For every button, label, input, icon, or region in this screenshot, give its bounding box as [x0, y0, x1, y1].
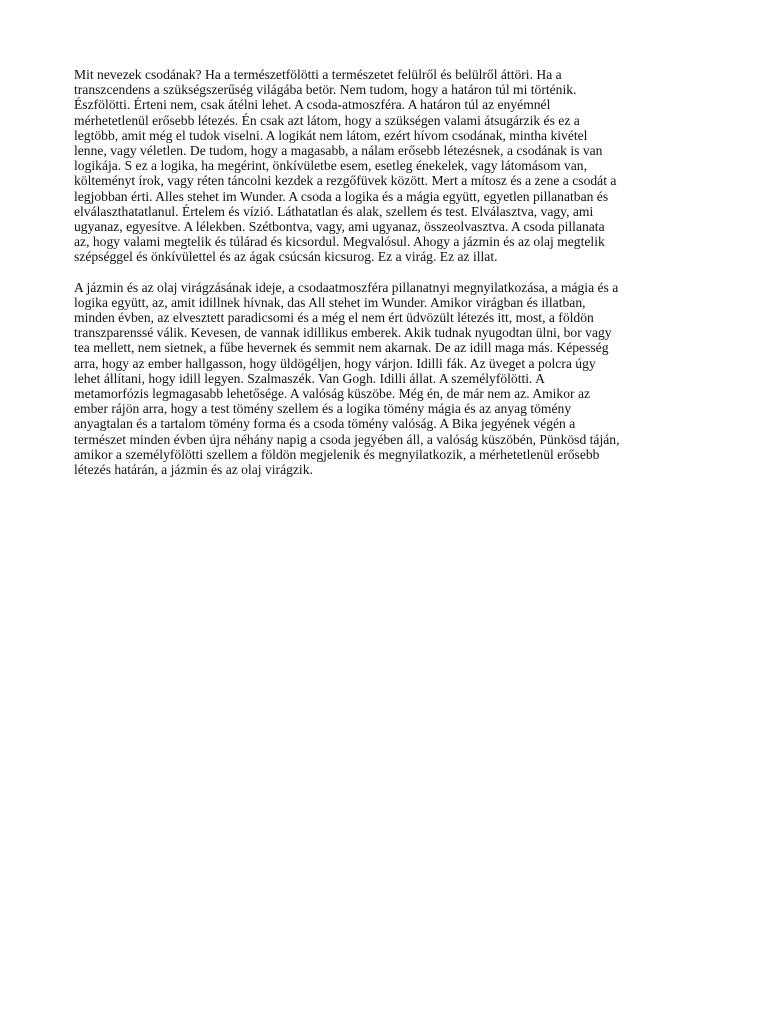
text-line: lehet állítani, hogy idill legyen. Szalmaszék. Van Gogh. Idilli állat. A személyfölötti. A [74, 370, 545, 386]
text-line: legtöbb, amit még el tudok viselni. A logikát nem látom, ezért hívom csodának, mintha kivétel [74, 127, 588, 143]
text-line: logikája. S ez a logika, ha megérint, önkívületbe esem, esetleg énekelek, vagy látomásom van, [74, 158, 587, 174]
text-line: A jázmin és az olaj virágzásának ideje, a csodaatmoszféra pillanatnyi megnyilatkozása, a mágia és a [74, 279, 619, 295]
text-line: transzparenssé válik. Kevesen, de vannak idillikus emberek. Akik tudnak nyugodtan ülni, bor vagy [74, 325, 612, 341]
paragraph-2 [74, 280, 696, 477]
text-line: lenne, vagy véletlen. De tudom, hogy a magasabb, a nálam erősebb létezésnek, a csodának is van [74, 142, 603, 158]
document-body [74, 67, 696, 477]
text-line: költeményt írok, vagy réten táncolni kezdek a rezgőfüvek között. Mert a mítosz és a zene a csodát a [74, 173, 617, 189]
text-line: amikor a személyfölötti szellem a földön megjelenik és megnyilatkozik, a mérhetetlenül erősebb [74, 446, 600, 462]
text-line: legjobban érti. Alles stehet im Wunder. A csoda a logika és a mágia együtt, egyetlen pillanatban és [74, 188, 609, 204]
text-line: metamorfózis legmagasabb lehetősége. A valóság küszöbe. Még én, de már nem az. Amikor az [74, 385, 591, 401]
text-line: transzcendens a szükségszerűség világába betör. Nem tudom, hogy a határon túl mi történik. [74, 82, 577, 98]
paragraph-1 [74, 67, 696, 264]
text-line: tea mellett, nem sietnek, a fűbe hevernek és semmit nem akarnak. De az idill maga más. Képesség [74, 340, 609, 356]
text-line: minden évben, az elvesztett paradicsomi és a még el nem ért üdvözült létezés itt, most, a földön [74, 310, 594, 325]
text-line: anyagtalan és a tartalom tömény forma és a csoda tömény valóság. A Bika jegyének végén a [74, 416, 576, 432]
text-line: elválaszthatatlanul. Értelem és vízió. Láthatatlan és alak, szellem és test. Elválasztva, vagy, ami [74, 203, 594, 219]
text-line: szépséggel és önkívülettel és az ágak csúcsán kicsurog. Ez a virág. Ez az illat. [74, 249, 498, 265]
text-line: logika együtt, az, amit idillnek hívnak, das All stehet im Wunder. Amikor virágban és illatban, [74, 294, 586, 310]
text-line: ugyanaz, egyesítve. A lélekben. Szétbontva, vagy, ami ugyanaz, összeolvasztva. A csoda pillanata [74, 218, 605, 234]
text-line: arra, hogy az ember hallgasson, hogy üldögéljen, hogy várjon. Idilli fák. Az üveget a polcra úgy [74, 355, 596, 371]
text-line: mérhetetlenül erősebb létezés. Én csak azt látom, hogy a szükségen valami átsugárzik és ez a [74, 112, 580, 128]
text-line: Észfölötti. Érteni nem, csak átélni lehet. A csoda-atmoszféra. A határon túl az enyémnél [74, 97, 551, 113]
text-line: létezés határán, a jázmin és az olaj virágzik. [74, 461, 313, 477]
text-line: természet minden évben újra néhány napig a csoda jegyében áll, a valóság küszöbén, Pünkösd táján, [74, 431, 620, 447]
text-line: Mit nevezek csodának? Ha a természetfölötti a természetet felülről és belülről áttöri. Ha a [74, 67, 562, 82]
text-line: az, hogy valami megtelik és túlárad és kicsordul. Megvalósul. Ahogy a jázmin és az olaj megtelik [74, 234, 605, 250]
text-line: ember rájön arra, hogy a test tömény szellem és a logika tömény mágia és az anyag tömény [74, 401, 572, 417]
